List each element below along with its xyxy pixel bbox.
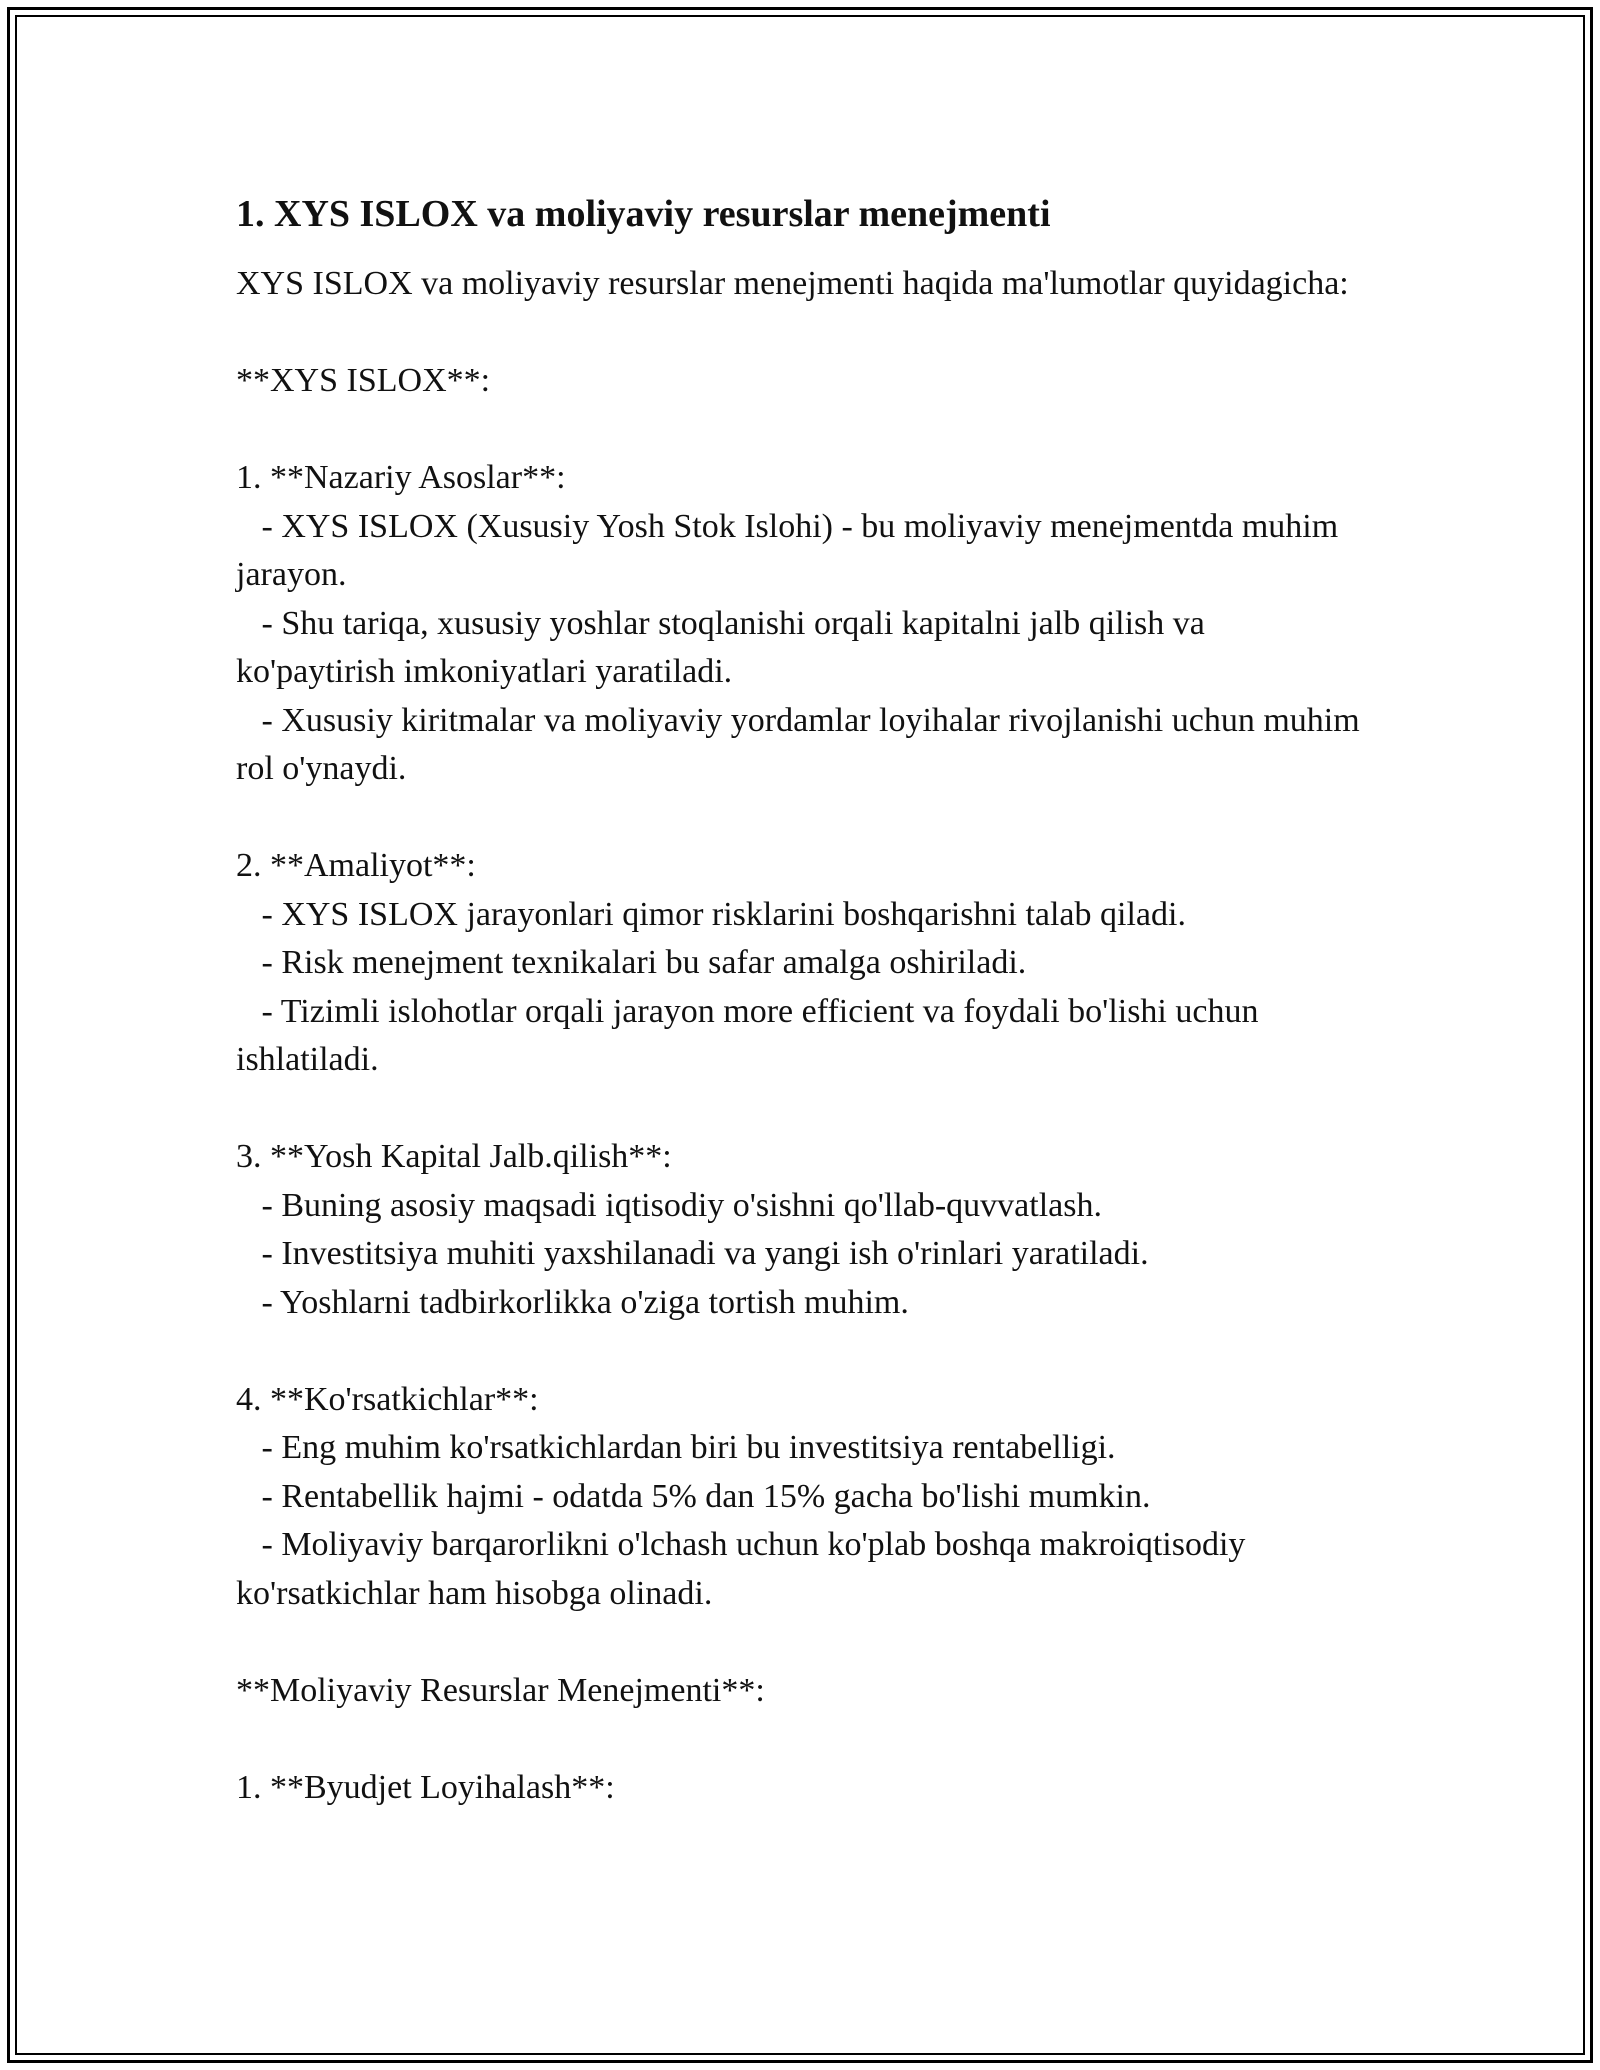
- list-item-bullet: - Buning asosiy maqsadi iqtisodiy o'sishni qo'llab-quvvatlash.: [236, 1186, 1102, 1224]
- document-title: 1. XYS ISLOX va moliyaviy resurslar menejmenti: [236, 193, 1051, 235]
- list-item-bullet: - XYS ISLOX jarayonlari qimor risklarini boshqarishni talab qiladi.: [236, 895, 1186, 933]
- blank-line: [236, 309, 1366, 358]
- blank-line: [236, 1715, 1366, 1764]
- document-body: [236, 188, 1369, 1812]
- list-item-bullet: - Investitsiya muhiti yaxshilanadi va yangi ish o'rinlari yaratiladi.: [236, 1235, 1149, 1272]
- section-title-xys-islox: **XYS ISLOX**:: [236, 362, 491, 399]
- list-item-bullet: - Tizimli islohotlar orqali jarayon more efficient va foydali bo'lishi uchun ishlatiladi.: [236, 992, 1267, 1078]
- blank-line: [236, 794, 1366, 843]
- blank-line: [236, 1327, 1366, 1376]
- section-title-moliyaviy-resurslar: **Moliyaviy Resurslar Menejmenti**:: [236, 1671, 765, 1709]
- list-item-bullet: - XYS ISLOX (Xususiy Yosh Stok Islohi) - bu moliyaviy menejmentda muhim jarayon.: [236, 507, 1347, 593]
- list-item-bullet: - Shu tariqa, xususiy yoshlar stoqlanishi orqali kapitalni jalb qilish va ko'paytirish imkoniyatlari yaratiladi.: [236, 604, 1214, 690]
- list-item-bullet: - Xususiy kiritmalar va moliyaviy yordamlar loyihalar rivojlanishi uchun muhim rol o'ynaydi.: [236, 701, 1369, 787]
- list-item-title: 1. **Byudjet Loyihalash**:: [236, 1768, 615, 1806]
- blank-line: [236, 1085, 1366, 1134]
- blank-line: [236, 1618, 1366, 1667]
- list-item-title: 3. **Yosh Kapital Jalb.qilish**:: [236, 1138, 672, 1175]
- list-item-bullet: - Risk menejment texnikalari bu safar amalga oshiriladi.: [236, 944, 1027, 981]
- list-item-bullet: - Moliyaviy barqarorlikni o'lchash uchun ko'plab boshqa makroiqtisodiy ko'rsatkichlar ham hisobga olinadi.: [236, 1526, 1254, 1612]
- blank-line: [236, 406, 1366, 455]
- list-item-bullet: - Rentabellik hajmi - odatda 5% dan 15% gacha bo'lishi mumkin.: [236, 1477, 1151, 1515]
- intro-paragraph: XYS ISLOX va moliyaviy resurslar menejmenti haqida ma'lumotlar quyidagicha:: [236, 265, 1349, 302]
- list-item-bullet: - Eng muhim ko'rsatkichlardan biri bu investitsiya rentabelligi.: [236, 1429, 1116, 1466]
- list-item-title: 1. **Nazariy Asoslar**:: [236, 459, 566, 496]
- list-item-title: 4. **Ko'rsatkichlar**:: [236, 1380, 539, 1418]
- list-item-title: 2. **Amaliyot**:: [236, 847, 476, 884]
- list-item-bullet: - Yoshlarni tadbirkorlikka o'ziga tortish muhim.: [236, 1283, 909, 1321]
